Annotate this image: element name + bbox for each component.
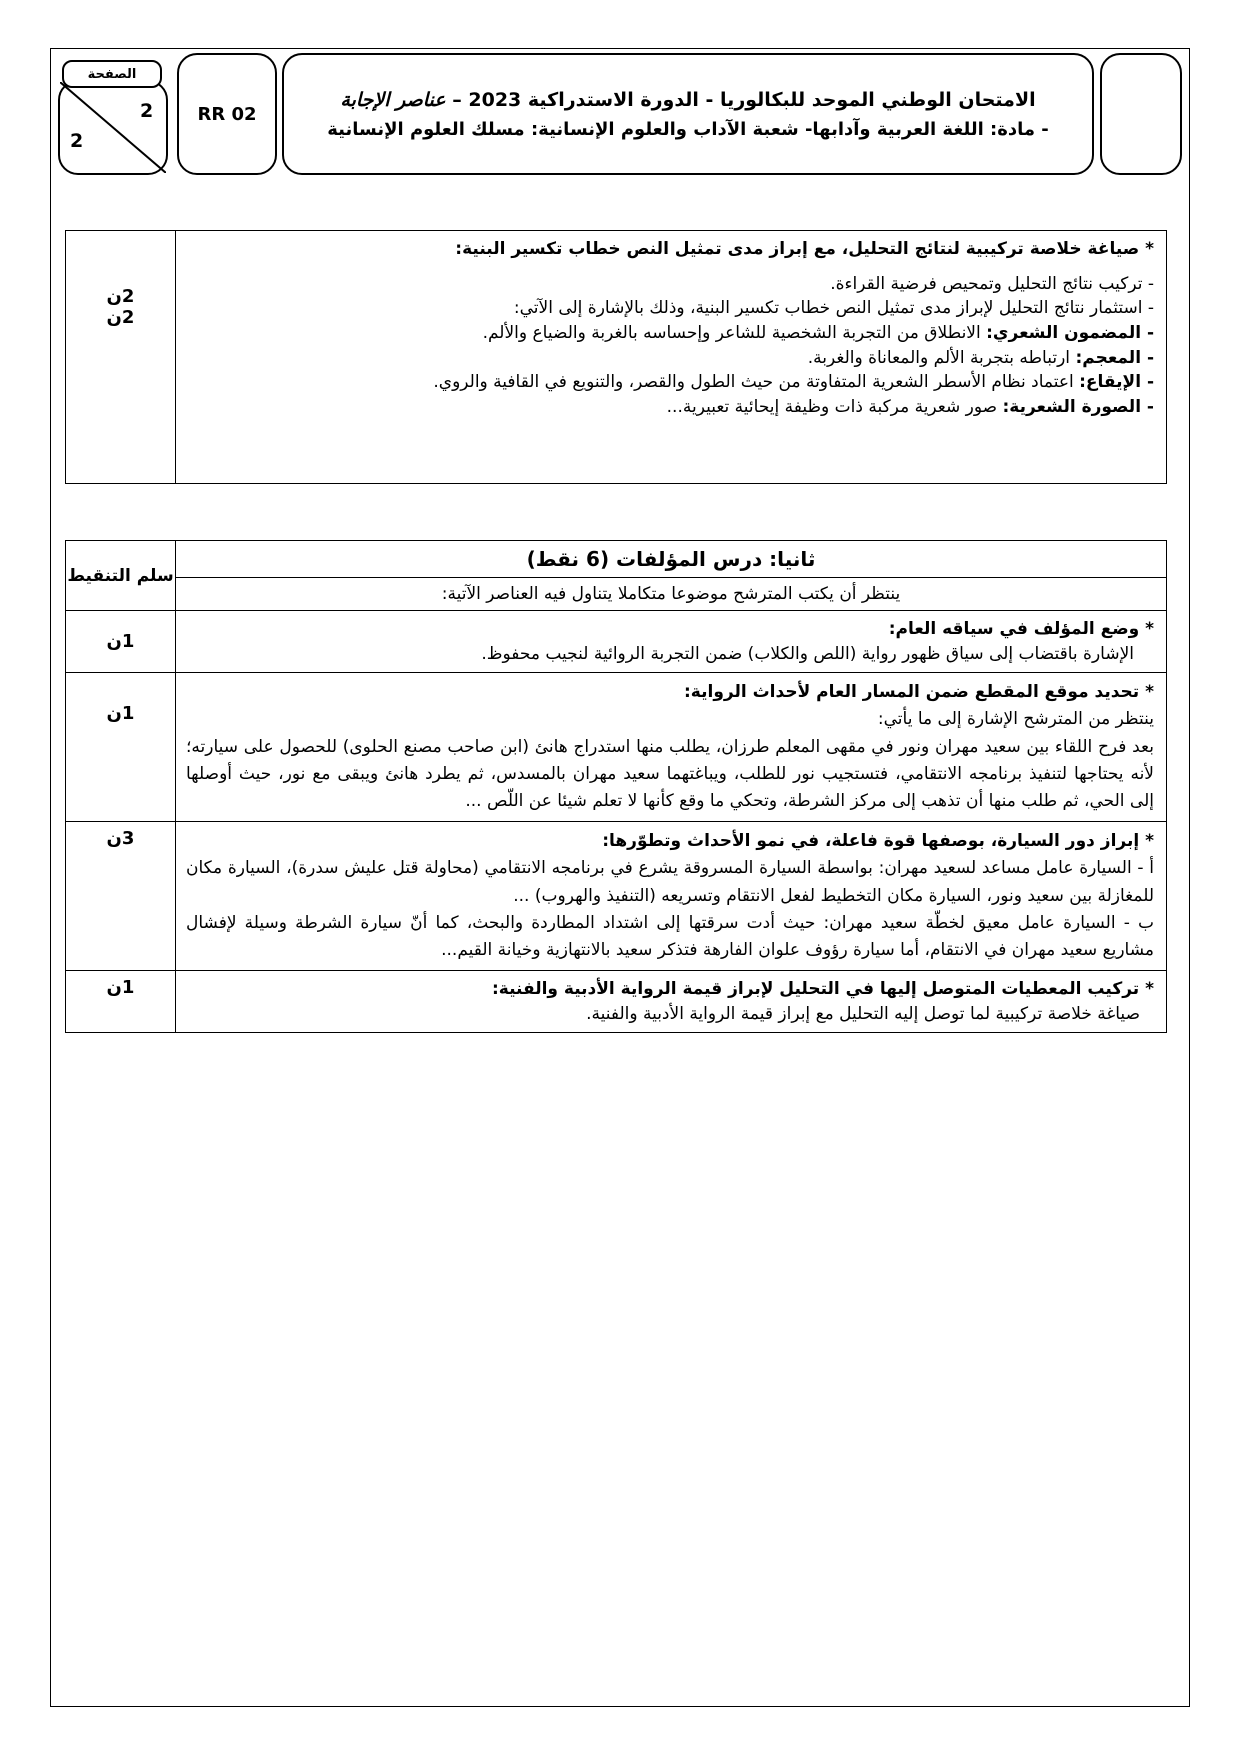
row-text: ينتظر من المترشح الإشارة إلى ما يأتي: bbox=[877, 709, 1154, 730]
section-title: ثانيا: درس المؤلفات (6 نقط) bbox=[176, 541, 1167, 578]
row-text: أ - السيارة عامل مساعد لسعيد مهران: بواسطة السيارة المسروقة يشرع في برنامجه الانتقامي (محاولة قتل عليش سدرة)، السيارة مكان للمغازلة بين سعيد ونور، السيارة مكان التخطيط لفعل الانتقام وتسريعه (التنفيذ والهروب) ... bbox=[186, 858, 1154, 906]
row-heading: * وضع المؤلف في سياقه العام: bbox=[888, 619, 1154, 639]
answer-key-label: عناصر الإجابة bbox=[340, 88, 446, 111]
section-intro: ينتظر أن يكتب المترشح موضوعا متكاملا يتناول فيه العناصر الآتية: bbox=[176, 578, 1167, 611]
row-score: 1ن bbox=[66, 611, 176, 673]
table-row bbox=[66, 611, 1167, 673]
row-heading: * إبراز دور السيارة، بوصفها قوة فاعلة، في نمو الأحداث وتطوّرها: bbox=[602, 831, 1154, 852]
page-divider-line bbox=[60, 82, 166, 173]
header-empty-box bbox=[1100, 53, 1182, 175]
header-title-box bbox=[282, 53, 1094, 175]
synthesis-score: 2ن 2ن bbox=[66, 231, 176, 484]
row-heading: * تركيب المعطيات المتوصل إليها في التحليل لإبراز قيمة الرواية الأدبية والفنية: bbox=[491, 979, 1154, 1000]
page-total: 2 bbox=[70, 130, 84, 152]
row-score: 3ن bbox=[66, 822, 176, 971]
page-label: الصفحة bbox=[62, 60, 162, 88]
exam-title: الامتحان الوطني الموحد للبكالوريا - الدورة الاستدراكية 2023 – عناصر الإجابة bbox=[340, 88, 1036, 111]
works-study-table bbox=[65, 540, 1167, 1033]
synthesis-table bbox=[65, 230, 1167, 484]
list-item: - استثمار نتائج التحليل لإبراز مدى تمثيل النص خطاب تكسير البنية، وذلك بالإشارة إلى الآتي: bbox=[513, 298, 1154, 319]
row-text: صياغة خلاصة تركيبية لما توصل إليه التحليل مع إبراز قيمة الرواية الأدبية والفنية. bbox=[586, 1003, 1140, 1024]
list-item: - المعجم: ارتباطه بتجربة الألم والمعاناة والغربة. bbox=[807, 347, 1154, 368]
score-scale-header: سلم التنقيط bbox=[66, 541, 176, 611]
page-number-box bbox=[58, 80, 168, 175]
row-text: الإشارة باقتضاب إلى سياق ظهور رواية (اللص والكلاب) ضمن التجربة الروائية لنجيب محفوظ. bbox=[481, 643, 1134, 664]
row-score: 1ن bbox=[66, 673, 176, 822]
list-item: - تركيب نتائج التحليل وتمحيص فرضية القراءة. bbox=[830, 273, 1154, 294]
table-row bbox=[66, 971, 1167, 1033]
list-item: - المضمون الشعري: الانطلاق من التجربة الشخصية للشاعر وإحساسه بالغربة والضياع والألم. bbox=[482, 322, 1154, 343]
list-item: - الصورة الشعرية: صور شعرية مركبة ذات وظيفة إيحائية تعبيرية... bbox=[666, 396, 1154, 417]
row-score: 1ن bbox=[66, 971, 176, 1033]
subject-line: - مادة: اللغة العربية وآدابها- شعبة الآداب والعلوم الإنسانية: مسلك العلوم الإنسانية bbox=[327, 118, 1049, 140]
row-text: بعد فرح اللقاء بين سعيد مهران ونور في مقهى المعلم طرزان، يطلب منها استدراج هانئ (ابن صاحب مصنع الحلوى) للحصول على سيارته؛ لأنه يحتاجها لتنفيذ برنامجه الانتقامي، فتستجيب نور للطلب، ويباغتهما سعيد مهران بالمسدس، ثم يطرد هانئ ويبقى مع نور، حيث أوصلها إلى الحي، ثم طلب منها أن تذهب إلى مركز الشرطة، وتحكي ما وقع كأنها لا تعلم شيئا عن اللّص ... bbox=[186, 736, 1154, 812]
table-row bbox=[66, 822, 1167, 971]
synthesis-content bbox=[176, 231, 1167, 484]
row-heading: * تحديد موقع المقطع ضمن المسار العام لأحداث الرواية: bbox=[684, 682, 1154, 703]
row-text: ب - السيارة عامل معيق لخطّة سعيد مهران: حيث أدت سرقتها إلى اشتداد المطاردة والبحث، كما أنّ سيارة الشرطة وسيلة لإفشال مشاريع سعيد مهران في الانتقام، أما سيارة رؤوف علوان الفارهة فتذكر سعيد بالانتهازية وخيانة القيم... bbox=[186, 912, 1154, 960]
list-item: - الإيقاع: اعتماد نظام الأسطر الشعرية المتفاوتة من حيث الطول والقصر، والتنويع في القافية والروي. bbox=[433, 372, 1154, 393]
table-row bbox=[66, 673, 1167, 822]
page-current: 2 bbox=[140, 100, 154, 122]
synthesis-heading: * صياغة خلاصة تركيبية لنتائج التحليل، مع إبراز مدى تمثيل النص خطاب تكسير البنية: bbox=[455, 239, 1154, 259]
exam-code: RR 02 bbox=[177, 53, 277, 175]
